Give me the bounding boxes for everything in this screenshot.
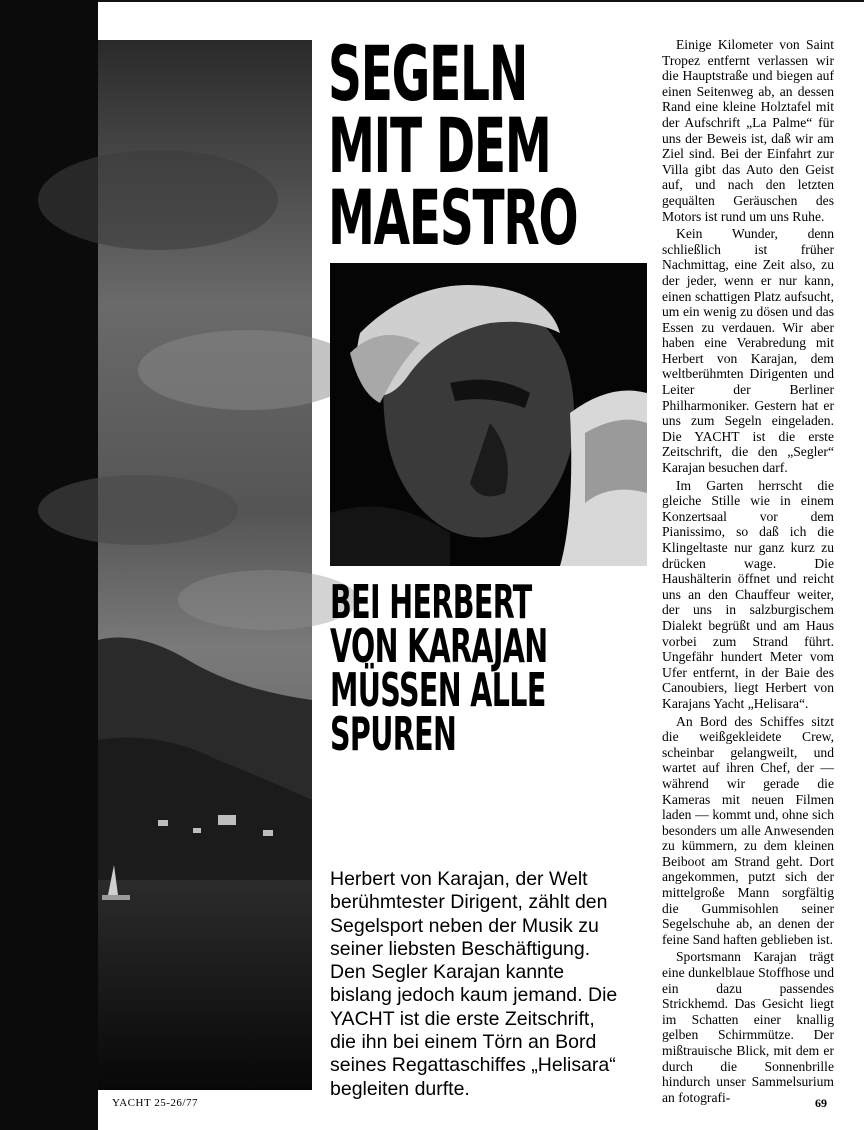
subheadline-line: VON KARAJAN [330,619,548,673]
headline [328,29,578,262]
body-paragraph: An Bord des Schiffes sitzt die weißgekleidete Crew, scheinbar gelangweilt, und wartet auf ihren Chef, der — während wir gerade die Kameras mit neuen Filmen laden — kommt und, ohne sich besonders um alle Anwesenden zu kümmern, zu dem kleinen Beiboot am Strand geht. Dort angekommen, putzt sich der mittelgroße Mann sorgfältig die Gummisohlen seiner Segelschuhe ab, an denen der feine Sand haften geblieben ist. [662,713,834,947]
top-rule [98,0,864,2]
publication-footer: YACHT 25-26/77 [112,1097,198,1109]
subheadline [330,575,548,761]
body-paragraph: Sportsmann Karajan trägt eine dunkelblaue Stoffhose und ein dazu passendes Strickhemd. Das Gesicht liegt im Schatten einer knallig gelben Schirmmütze. Der mißtrauische Blick, mit dem er durch die Sonnenbrille hindurch unser Sammelsurium an fotografi- [662,949,834,1105]
page-number: 69 [815,1096,827,1110]
karajan-portrait-photo [330,263,647,566]
subheadline-line: SPUREN [330,707,457,761]
headline-line: MAESTRO [328,173,578,262]
subheadline-line: MÜSSEN ALLE [330,663,546,717]
body-paragraph: Im Garten herrscht die gleiche Stille wie in einem Konzertsaal vor dem Pianissimo, so daß ich die Klingeltaste nur ganz kurz zu drücken wage. Die Haushälterin öffnet und reicht uns an den Chauffeur weiter, der uns in salzburgischem Dialekt begrüßt und am Haus vorbei zum Strand führt. Ungefähr hundert Meter vom Ufer entfernt, in der Baie des Canoubiers, liegt Herbert von Karajans Yacht „Helisara“. [662,477,834,711]
subheadline-line: BEI HERBERT [330,575,532,629]
sea-landscape-photo [98,40,312,1090]
headline-line: SEGELN [328,29,528,118]
body-paragraph: Einige Kilometer von Saint Tropez entfernt verlassen wir die Hauptstraße und biegen auf einen Seitenweg ab, an dessen Rand eine kleine Holztafel mit der Aufschrift „La Palme“ für uns der Beweis ist, daß wir am Ziel sind. Bei der Einfahrt zur Villa gibt das Auto den Geist auf, und nach den letzten gequälten Geräuschen des Motors ist rund um uns Ruhe. [662,37,834,224]
body-paragraph: Kein Wunder, denn schließlich ist früher Nachmittag, eine Zeit also, zu der jeder, wenn er nur kann, einen schattigen Platz aufsucht, um ein wenig zu dösen und das Essen zu verdauen. Wir aber haben eine Verabredung mit Herbert von Karajan, dem weltberühmten Dirigenten und Leiter der Berliner Philharmoniker. Gestern hat er uns zum Segeln eingeladen. Die YACHT ist die erste Zeitschrift, die den „Segler“ Karajan besuchen darf. [662,226,834,476]
headline-line: MIT DEM [328,101,551,190]
intro-paragraph: Herbert von Karajan, der Welt berühmtester Dirigent, zählt den Segelsport neben der Musik zu seiner liebsten Beschäftigung. Den Segler Karajan kannte bislang jedoch kaum jemand. Die YACHT ist die erste Zeitschrift, die ihn bei einem Törn an Bord seines Regattaschiffes „Helisara“ begleiten durfte. [330,868,618,1100]
